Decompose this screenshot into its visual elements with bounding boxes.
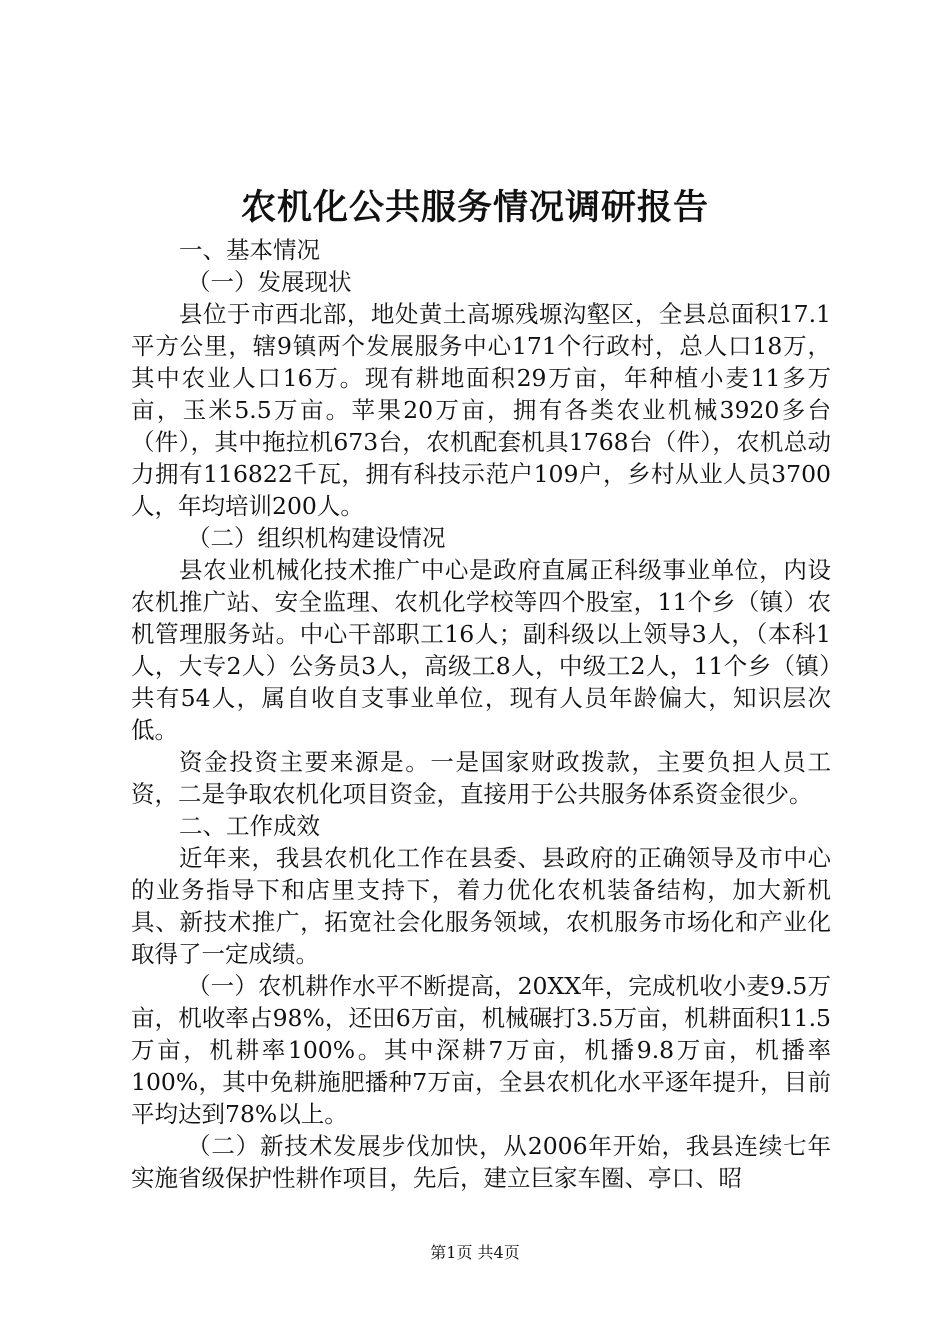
paragraph-farming-level: （一）农机耕作水平不断提高，20XX年，完成机收小麦9.5万亩，机收率占98%，还田6万亩，机械碾打3.5万亩，机耕面积11.5万亩，机耕率100%。其中深耕7万亩，机播9.8万亩，机播率100%，其中免耕施肥播种7万亩，全县农机化水平逐年提升，目前平均达到78%以上。 (131, 972, 831, 1128)
paragraph-development-status: 县位于市西北部，地处黄土高塬残塬沟壑区，全县总面积17.1平方公里，辖9镇两个发展服务中心171个行政村，总人口18万，其中农业人口16万。现有耕地面积29万亩，年种植小麦11多万亩，玉米5.5万亩。苹果20万亩，拥有各类农业机械3920多台（件），其中拖拉机673台，农机配套机具1768台（件），农机总动力拥有116822千瓦，拥有科技示范户109户，乡村从业人员3700人，年均培训200人。 (131, 300, 831, 520)
section-heading-2: 二、工作成效 (179, 812, 320, 840)
section-heading-1: 一、基本情况 (179, 236, 320, 264)
paragraph-organization: 县农业机械化技术推广中心是政府直属正科级事业单位，内设农机推广站、安全监理、农机化学校等四个股室，11个乡（镇）农机管理服务站。中心干部职工16人；副科级以上领导3人，（本科1人，大专2人）公务员3人，高级工8人，中级工2人，11个乡（镇）共有54人，属自收自支事业单位，现有人员年龄偏大，知识层次低。 (131, 556, 831, 744)
document-body (131, 234, 831, 1194)
page-footer: 第1页 共4页 (430, 1243, 520, 1262)
document-title: 农机化公共服务情况调研报告 (240, 187, 709, 228)
paragraph-new-technology: （二）新技术发展步伐加快，从2006年开始，我县连续七年实施省级保护性耕作项目，先后，建立巨家车圈、亭口、昭 (131, 1132, 831, 1192)
subsection-heading-1-2: （二）组织机构建设情况 (187, 524, 446, 552)
paragraph-funding: 资金投资主要来源是。一是国家财政拨款，主要负担人员工资，二是争取农机化项目资金，直接用于公共服务体系资金很少。 (131, 748, 831, 808)
paragraph-achievements-intro: 近年来，我县农机化工作在县委、县政府的正确领导及市中心的业务指导下和店里支持下，着力优化农机装备结构，加大新机具、新技术推广，拓宽社会化服务领域，农机服务市场化和产业化取得了一定成绩。 (131, 844, 831, 968)
subsection-heading-1-1: （一）发展现状 (187, 268, 352, 296)
